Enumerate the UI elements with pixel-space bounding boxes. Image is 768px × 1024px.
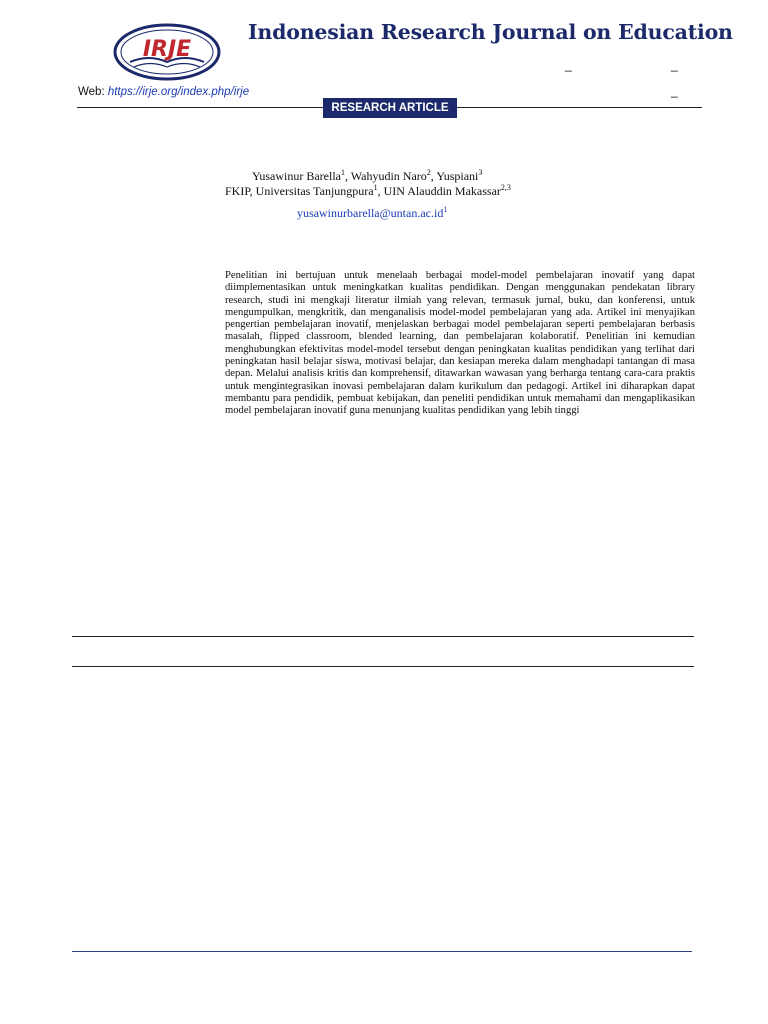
footer-divider [72,951,692,952]
journal-title: Indonesian Research Journal on Education [248,20,733,44]
affiliation-name: UIN Alauddin Makassar [383,184,501,198]
header-dash: _ [671,58,678,72]
article-type-badge: RESEARCH ARTICLE [323,98,457,118]
affiliation-name-sup: 2,3 [500,183,511,192]
author-name: Yusawinur Barella [252,169,341,183]
list-separator: , [377,184,384,198]
list-separator: , [430,169,437,183]
header-dash: _ [671,84,678,98]
logo-text: IRJE [142,37,192,62]
email-text: yusawinurbarella@untan.ac.id [297,206,444,220]
affiliation-name: FKIP, Universitas Tanjungpura [225,184,374,198]
abstract-text: Penelitian ini bertujuan untuk menelaah berbagai model-model pembelajaran inovatif yang dapat diimplementasikan untuk meningkatkan kualitas pendidikan. Dengan menggunakan pendekatan library research, studi ini mengkaji literatur ilmiah yang relevan, termasuk jurnal, buku, dan konferensi, untuk mengumpulkan, mengkritik, dan menganalisis model-model pembelajaran yang ada. Artikel ini menyajikan pengertian pembelajaran inovatif, menjelaskan berbagai model pembelajaran seperti pembelajaran berbasis masalah, flipped classroom, blended learning, dan pembelajaran kolaboratif. Penelitian ini kemudian menghubungkan efektivitas model-model tersebut dengan peningkatan kualitas pendidikan yang terlihat dari peningkatan hasil belajar siswa, motivasi belajar, dan kesiapan mereka dalam menghadapi tantangan di masa depan. Melalui analisis kritis dan komprehensif, ditawarkan wawasan yang berharga tentang cara-cara praktis untuk mengintegrasikan inovasi pembelajaran dalam kurikulum dan pedagogi. Artikel ini diharapkan dapat membantu para pendidik, pembuat kebijakan, dan peneliti pendidikan untuk memahami dan mengaplikasikan model pembelajaran inovatif guna menunjang kualitas pendidikan yang lebih tinggi [225,270,695,417]
author-name-sup: 1 [340,168,345,177]
author-name-sup: 2 [426,168,431,177]
list-separator: , [344,169,351,183]
section-divider [72,636,694,637]
author-name: Wahyudin Naro [350,169,427,183]
author-list [252,169,482,184]
author-name: Yuspiani [436,169,479,183]
affiliation-name-sup: 1 [373,183,378,192]
affiliation-list [225,184,511,199]
web-link[interactable]: https://irje.org/index.php/irje [107,86,250,98]
header-dash: _ [565,58,572,72]
section-divider [72,666,694,667]
author-name-sup: 3 [478,168,483,177]
corresponding-email[interactable] [297,206,447,221]
irje-logo [112,22,222,82]
email-sup: 1 [443,205,448,214]
web-label: Web: [78,86,105,98]
journal-website [78,86,249,98]
